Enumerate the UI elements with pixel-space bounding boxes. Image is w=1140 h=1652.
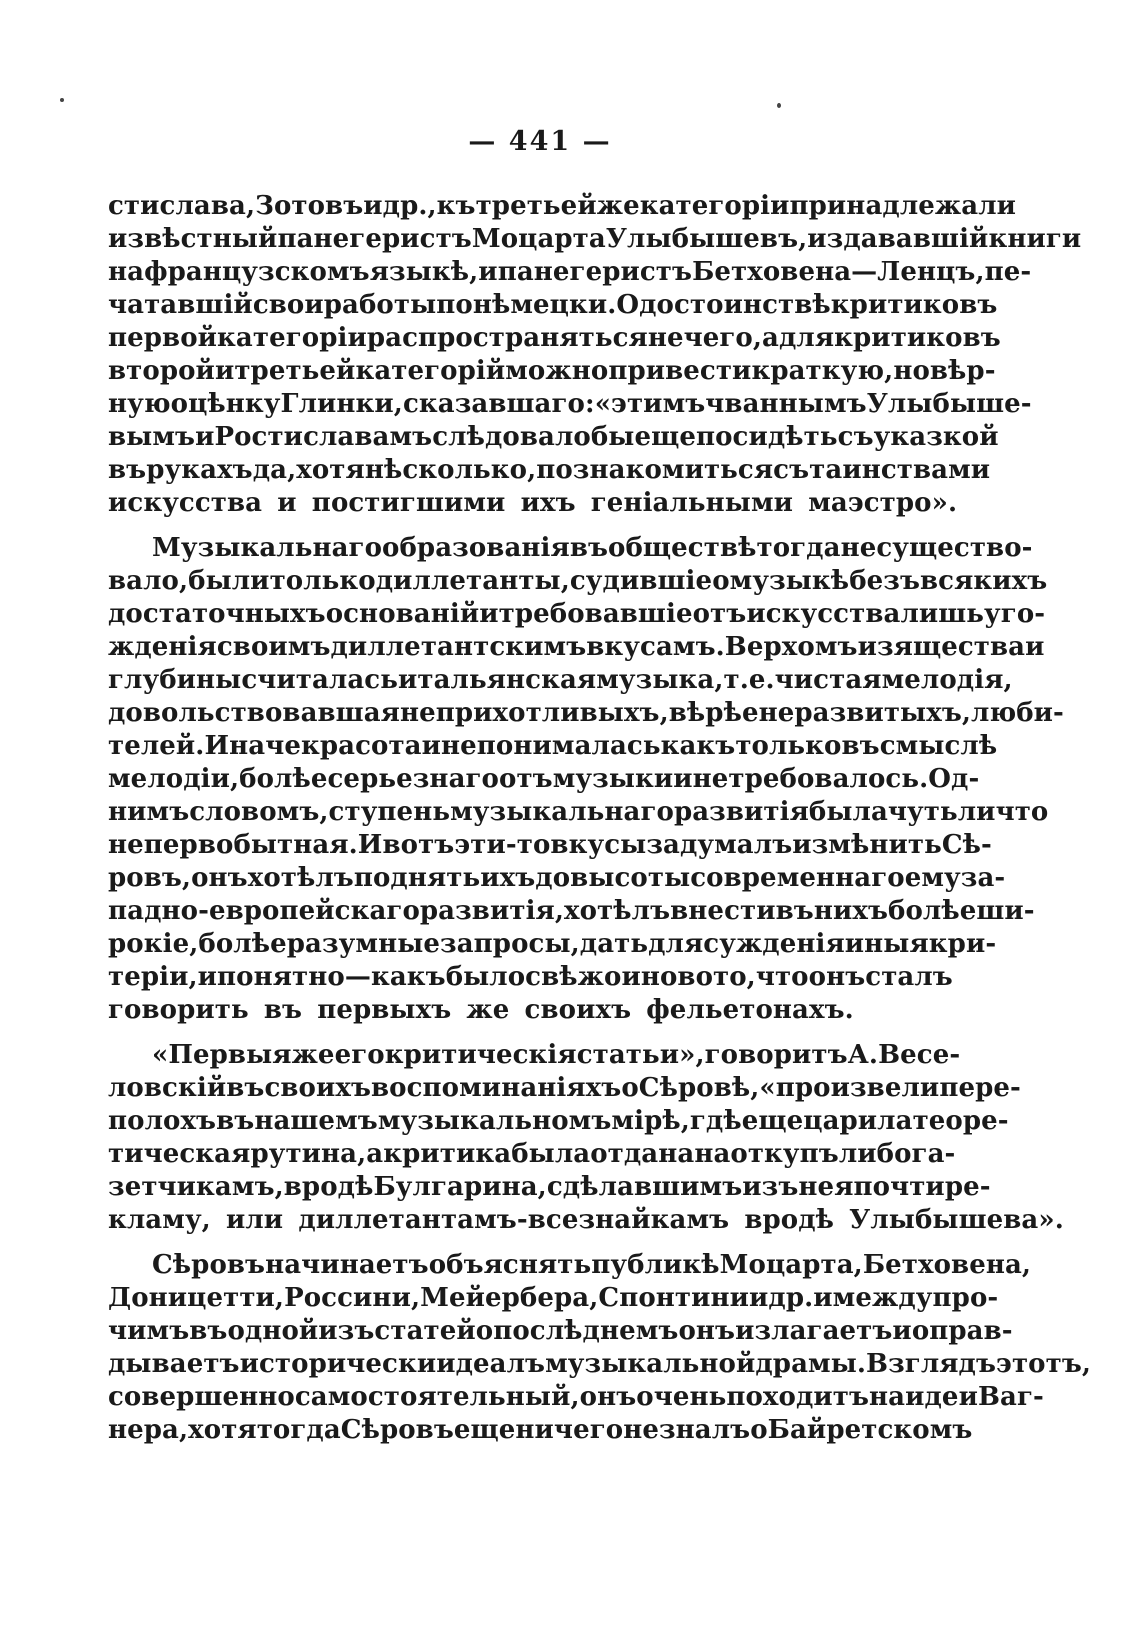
text-line: глубины считалась итальянская музыка, т. е. чистая мелодія,: [108, 665, 1013, 695]
paragraph: [108, 1249, 1092, 1447]
text-line: вало, были только диллетанты, судившіе о музыкѣ безъ всякихъ: [108, 566, 1048, 596]
text-line: жденія своимъ диллетантскимъ вкусамъ. Верхомъ изящества и: [108, 632, 1045, 662]
page-number: — 441 —: [468, 126, 612, 157]
text-line: первой категоріи распространяться нечего, а для критиковъ: [108, 323, 1001, 353]
text-line: дываетъ исторически идеалъ музыкальной драмы. Взглядъ этотъ,: [108, 1349, 1092, 1379]
text-line: нера, хотя тогда Сѣровъ еще ничего не зналъ о Байретскомъ: [108, 1415, 973, 1445]
text-line: довольствовавшая неприхотливыхъ, вѣрѣе неразвитыхъ, люби-: [108, 698, 1064, 728]
text-line: мелодіи, болѣе серьезнаго отъ музыки и не требовалось. Од-: [108, 764, 980, 794]
text-line: теріи, и понятно—какъ было свѣжо и ново то, что онъ сталъ: [108, 962, 953, 992]
text-line: «Первыя же его критическія статьи», говоритъ А. Весе-: [152, 1040, 961, 1070]
paragraph-gap: [108, 1027, 942, 1039]
paragraph-gap: [108, 520, 942, 532]
text-line: говорить въ первыхъ же своихъ фельетонахъ.: [108, 995, 854, 1025]
text-line: падно-европейскаго развитія, хотѣлъ внести въ нихъ болѣе ши-: [108, 896, 1035, 926]
text-line: рокіе, болѣе разумные запросы, дать для сужденія иныя кри-: [108, 929, 997, 959]
text-line: зетчикамъ, вродѣ Булгарина, сдѣлавшимъ изъ нея почти ре-: [108, 1172, 991, 1202]
text-line: чатавшій свои работы по нѣмецки. О достоинствѣ критиковъ: [108, 290, 998, 320]
scan-speck: [777, 103, 781, 108]
text-line: телей. Иначе красота и не понималась какъ только въ смыслѣ: [108, 731, 998, 761]
text-line: совершенно самостоятельный, онъ очень походитъ на идеи Ваг-: [108, 1382, 1044, 1412]
paragraph: [108, 190, 1082, 520]
text-line: извѣстный панегеристъ Моцарта Улыбышевъ, издававшій книги: [108, 224, 1082, 254]
text-line: достаточныхъ основаній и требовавшіе отъ искусства лишь уго-: [108, 599, 1046, 629]
text-line: нимъ словомъ, ступень музыкальнаго развитія была чуть ли что: [108, 797, 1049, 827]
text-line: полохъ въ нашемъ музыкальномъ мірѣ, гдѣ еще царила теоре-: [108, 1106, 1009, 1136]
paragraph-gap: [108, 1237, 942, 1249]
text-line: второй и третьей категорій можно привести краткую, но вѣр-: [108, 356, 996, 386]
paragraph: [108, 532, 1064, 1027]
text-line: чимъ въ одной изъ статей о послѣднемъ онъ излагаетъ и оправ-: [108, 1316, 1013, 1346]
paragraph: [108, 1039, 1064, 1237]
text-line: ную оцѣнку Глинки, сказавшаго: «этимъ чваннымъ Улыбыше-: [108, 389, 1032, 419]
text-line: Сѣровъ начинаетъ объяснять публикѣ Моцарта, Бетховена,: [152, 1250, 1032, 1280]
text-line: не первобытная. И вотъ эти-то вкусы задумалъ измѣнить Сѣ-: [108, 830, 992, 860]
text-line: искусства и постигшими ихъ геніальными маэстро».: [108, 488, 958, 518]
text-line: вымъ и Ростиславамъ слѣдовало бы еще посидѣть съ указкой: [108, 422, 999, 452]
text-line: на французскомъ языкѣ, и панегеристъ Бетховена—Ленцъ, пе-: [108, 257, 1032, 287]
text-line: въ рукахъ да, хотя нѣсколько, познакомиться съ таинствами: [108, 455, 991, 485]
text-line: ловскій въ своихъ воспоминаніяхъ о Сѣровѣ, «произвели пере-: [108, 1073, 1021, 1103]
text-line: ровъ, онъ хотѣлъ поднять ихъ до высоты современнаго ему за-: [108, 863, 1006, 893]
text-line: Доницетти, Россини, Мейербера, Спонтини и др. и между про-: [108, 1283, 999, 1313]
text-line: стислава, Зотовъ и др., къ третьей же категоріи принадлежали: [108, 191, 1017, 221]
body-text: [108, 190, 1092, 1447]
text-line: Музыкальнаго образованія въ обществѣ тогда не существо-: [152, 533, 1033, 563]
scan-speck: [60, 98, 64, 102]
text-line: тическая рутина, а критика была отдана на откупъ либо га-: [108, 1139, 956, 1169]
text-line: кламу, или диллетантамъ-всезнайкамъ вродѣ Улыбышева».: [108, 1205, 1064, 1235]
